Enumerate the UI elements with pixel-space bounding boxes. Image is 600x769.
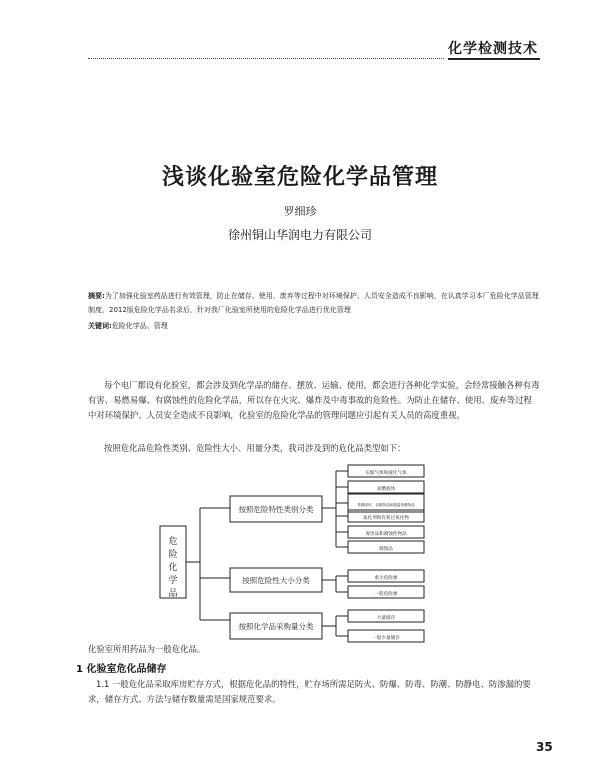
leaf-label: 一般危险源 <box>374 592 398 597</box>
leaf-label: 氧化剂和有机过氧化物 <box>363 516 409 521</box>
body-paragraph-1: 每个电厂都设有化验室，都会涉及到化学品的储存、摆放、运输、使用，都会进行各种化学实验，会经常接触各种有毒有害、易燃易爆、有腐蚀性的危险化学品，所以存在火灾、爆炸及中毒事故的危险性。为防止在储存、使用、废弃等过程中对环境保护、人员安全造成不良影响，化验室的危险化学品的管理问题应引起有关人员的高度重视。 <box>88 380 540 420</box>
header-rule <box>88 58 444 59</box>
header-accent-rule <box>448 58 540 60</box>
keywords-label: 关键词: <box>88 322 112 330</box>
category-label-2: 按照危险性大小分类 <box>242 576 310 585</box>
abstract <box>88 289 540 317</box>
section-title: 化学检测技术 <box>448 41 538 57</box>
leaf-label: 腐蚀品 <box>379 547 393 552</box>
category-label-1: 按照危险特性类别分类 <box>238 505 314 514</box>
body-paragraph-3: 1.1 一般危化品采取库房贮存方式，根据危化品的特性，贮存场所需足防火、防爆、防毒、防潮、防静电、防渗漏的要求，储存方式、方法与储存数量需是国家规范要求。 <box>88 679 531 704</box>
classification-diagram <box>140 460 480 650</box>
leaf-label: 易燃固体、自燃物品和遇湿易燃物品 <box>357 503 415 507</box>
article-title: 浅谈化验室危险化学品管理 <box>161 165 438 190</box>
after-diagram-text: 化验室所用药品为一般危化品。 <box>88 644 206 654</box>
abstract-label: 摘要: <box>88 292 105 300</box>
classification-diagram-svg <box>140 460 480 650</box>
root-char: 危 <box>168 537 178 547</box>
leaf-label: 压缩气体和液化气体 <box>365 471 407 476</box>
page-number: 35 <box>536 740 553 754</box>
abstract-text: 为了加强化验室药品进行有效管理，防止在储存、使用、废弃等过程中对环境保护、人员安全造成不良影响，在认真学习本厂危险化学品管理制度，2012版危险化学品名录后，针对我厂化验室所使用的危险化学品进行优化管理 <box>88 292 539 314</box>
body-paragraph-2: 按照危化品危险性类别、危险性大小、用量分类，我司涉及到的危化品类型如下： <box>104 443 406 453</box>
section-heading: 1 化验室危化品储存 <box>76 664 167 675</box>
leaf-label: 重大危险源 <box>374 576 398 581</box>
affiliation: 徐州铜山华润电力有限公司 <box>227 228 372 242</box>
leaf-label: 大量储存 <box>376 616 396 621</box>
keywords <box>88 319 540 333</box>
leaf-label: 易燃液体 <box>376 487 396 492</box>
keywords-text: 危险化学品、管理 <box>111 322 168 330</box>
root-char: 品 <box>168 589 178 599</box>
root-char: 化 <box>168 563 178 573</box>
root-char: 学 <box>168 576 178 586</box>
category-label-3: 按照化学品采购量分类 <box>238 622 314 631</box>
leaf-label: 毒害品和腐蚀性物品 <box>365 532 407 537</box>
author: 罗细珍 <box>283 205 317 218</box>
root-char: 险 <box>168 550 178 560</box>
leaf-label: 一般少量储存 <box>372 636 400 641</box>
